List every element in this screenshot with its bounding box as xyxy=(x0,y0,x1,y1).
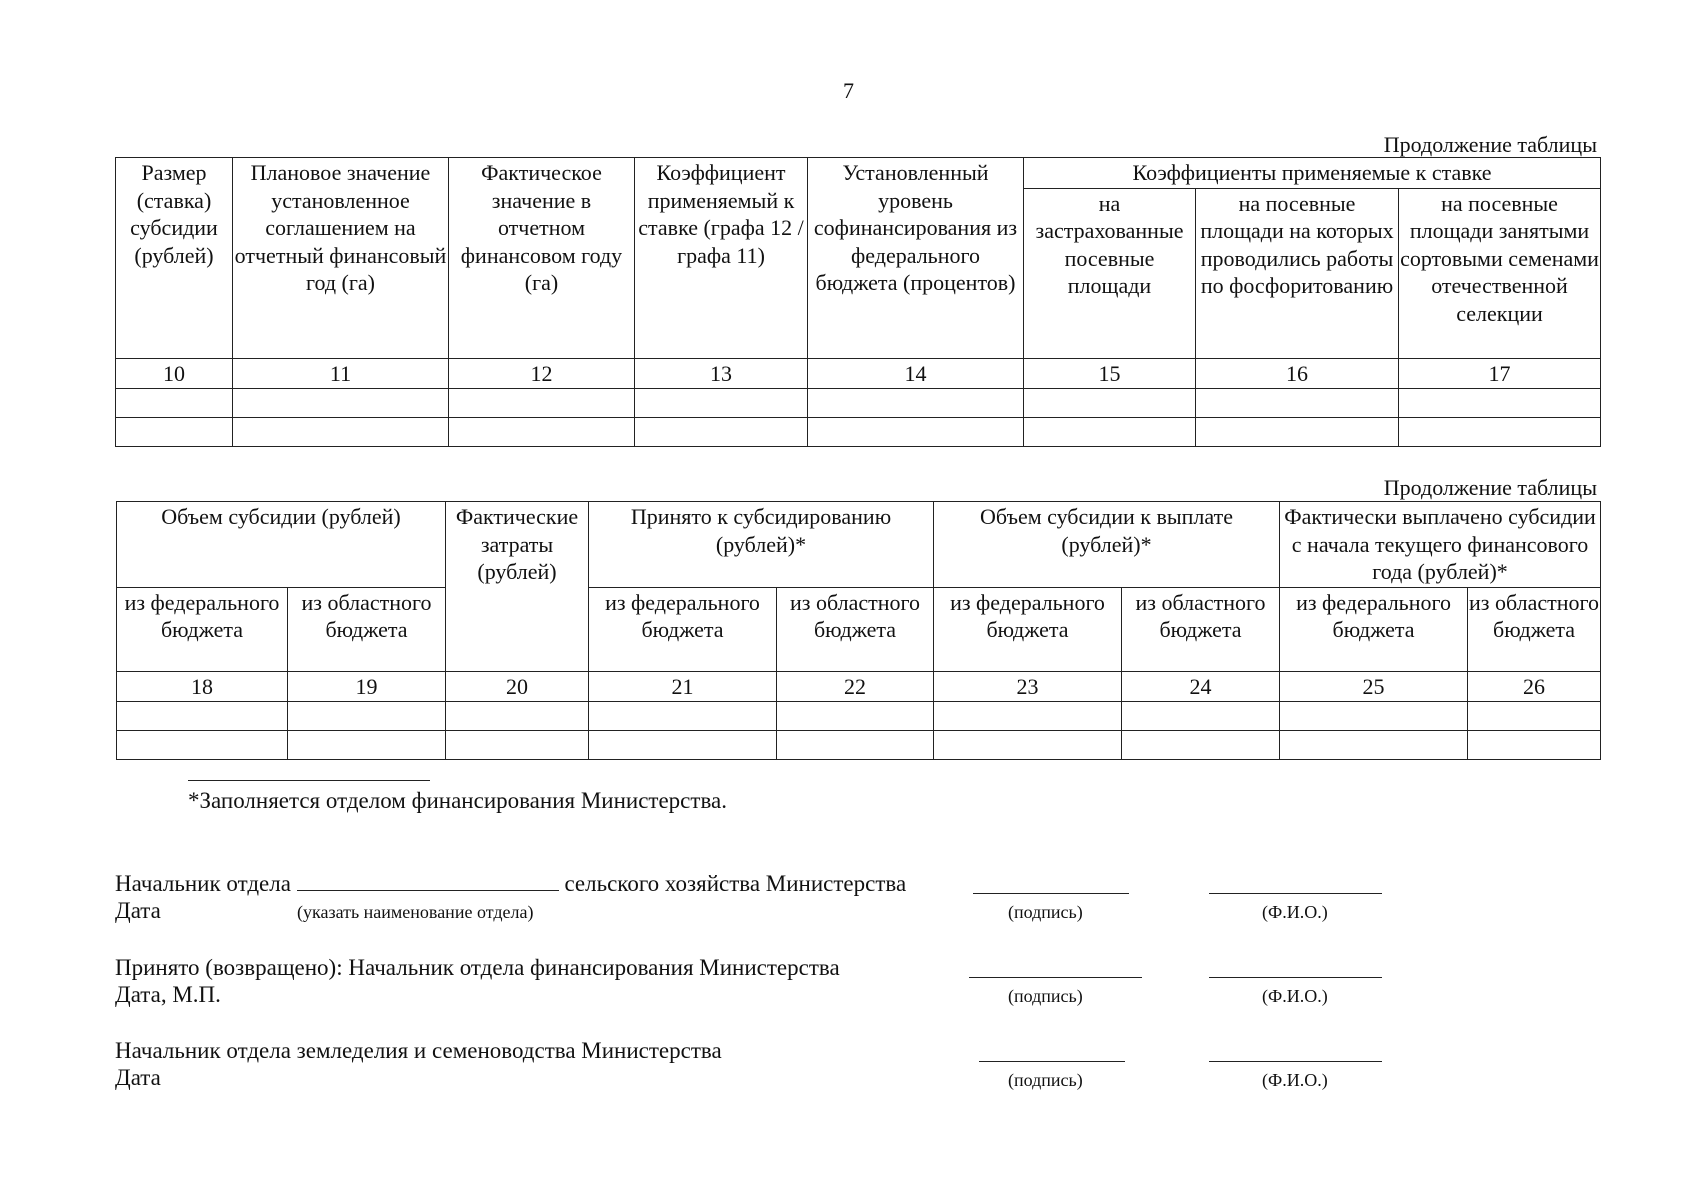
header-regional-budget: из областного бюджета xyxy=(1122,587,1280,671)
header-federal-budget: из федерального бюджета xyxy=(589,587,777,671)
header-group-payable: Объем субсидии к выплате (рублей)* xyxy=(934,502,1280,588)
department-hint: (указать наименование отдела) xyxy=(297,902,534,922)
column-number: 14 xyxy=(808,358,1024,389)
name-line[interactable] xyxy=(1209,977,1382,978)
header-federal-budget: из федерального бюджета xyxy=(934,587,1122,671)
table-cell[interactable] xyxy=(635,418,808,447)
name-label: (Ф.И.О.) xyxy=(1262,902,1328,922)
name-line[interactable] xyxy=(1209,1061,1382,1062)
column-number: 10 xyxy=(116,358,233,389)
table-cell[interactable] xyxy=(1468,702,1601,731)
head-of-department-label: Начальник отдела xyxy=(115,871,291,896)
table-row xyxy=(117,702,1601,731)
table-cell[interactable] xyxy=(934,702,1122,731)
table-cell[interactable] xyxy=(116,418,233,447)
table-cell[interactable] xyxy=(446,731,589,760)
signature-line[interactable] xyxy=(979,1061,1125,1062)
table-cell[interactable] xyxy=(288,702,446,731)
table-cell[interactable] xyxy=(1122,702,1280,731)
column-number: 22 xyxy=(777,671,934,702)
header-group-accepted: Принято к субсидированию (рублей)* xyxy=(589,502,934,588)
name-label: (Ф.И.О.) xyxy=(1262,986,1328,1006)
date-label: Дата xyxy=(115,898,161,923)
page-number: 7 xyxy=(843,78,854,103)
table-cell[interactable] xyxy=(589,731,777,760)
column-number: 24 xyxy=(1122,671,1280,702)
signature-block-2-line-1: Принято (возвращено): Начальник отдела финансирования Министерства xyxy=(115,955,840,980)
table-cell[interactable] xyxy=(1280,702,1468,731)
table-cell[interactable] xyxy=(1196,389,1399,418)
department-suffix-label: сельского хозяйства Министерства xyxy=(564,871,907,896)
column-number: 26 xyxy=(1468,671,1601,702)
header-col-14: Установленный уровень софинансирования из федерального бюджета (процентов) xyxy=(808,158,1024,359)
table-cell[interactable] xyxy=(1399,389,1601,418)
header-federal-budget: из федерального бюджета xyxy=(1280,587,1468,671)
header-col-15: на застрахованные посевные площади xyxy=(1024,188,1196,358)
header-col-13: Коэффициент применяемый к ставке (графа 12 / графа 11) xyxy=(635,158,808,359)
header-group-coefficients: Коэффициенты применяемые к ставке xyxy=(1024,158,1601,189)
subsidy-table-part-2 xyxy=(116,501,1601,760)
header-regional-budget: из областного бюджета xyxy=(1468,587,1601,671)
header-col-11: Плановое значение установленное соглашением на отчетный финансовый год (га) xyxy=(233,158,449,359)
table-cell[interactable] xyxy=(1024,418,1196,447)
column-number: 15 xyxy=(1024,358,1196,389)
column-number: 18 xyxy=(117,671,288,702)
table-cell[interactable] xyxy=(934,731,1122,760)
header-group-paid: Фактически выплачено субсидии с начала текущего финансового года (рублей)* xyxy=(1280,502,1601,588)
column-number: 20 xyxy=(446,671,589,702)
name-line[interactable] xyxy=(1209,893,1382,894)
table-cell[interactable] xyxy=(1122,731,1280,760)
column-number: 25 xyxy=(1280,671,1468,702)
column-number: 21 xyxy=(589,671,777,702)
signature-label: (подпись) xyxy=(1008,1070,1083,1090)
header-col-10: Размер (ставка) субсидии (рублей) xyxy=(116,158,233,359)
header-regional-budget: из областного бюджета xyxy=(777,587,934,671)
column-number: 23 xyxy=(934,671,1122,702)
column-number: 19 xyxy=(288,671,446,702)
table-cell[interactable] xyxy=(1399,418,1601,447)
table-cell[interactable] xyxy=(1024,389,1196,418)
department-name-field[interactable] xyxy=(297,872,559,891)
table-cell[interactable] xyxy=(777,702,934,731)
footnote: *Заполняется отделом финансирования Министерства. xyxy=(188,788,727,813)
name-label: (Ф.И.О.) xyxy=(1262,1070,1328,1090)
header-regional-budget: из областного бюджета xyxy=(288,587,446,671)
header-col-12: Фактическое значение в отчетном финансовом году (га) xyxy=(449,158,635,359)
table-cell[interactable] xyxy=(446,702,589,731)
table-cell[interactable] xyxy=(288,731,446,760)
column-number: 12 xyxy=(449,358,635,389)
subsidy-table-part-1 xyxy=(115,157,1601,447)
date-stamp-label: Дата, М.П. xyxy=(115,982,221,1007)
column-number: 11 xyxy=(233,358,449,389)
table-cell[interactable] xyxy=(117,731,288,760)
table-cell[interactable] xyxy=(233,418,449,447)
table-row xyxy=(116,418,1601,447)
date-label: Дата xyxy=(115,1065,161,1090)
table-cell[interactable] xyxy=(116,389,233,418)
signature-block-3-line-1: Начальник отдела земледелия и семеноводства Министерства xyxy=(115,1038,722,1063)
table-cell[interactable] xyxy=(117,702,288,731)
table-row xyxy=(117,731,1601,760)
header-col-17: на посевные площади занятыми сортовыми семенами отечественной селекции xyxy=(1399,188,1601,358)
table-cell[interactable] xyxy=(1196,418,1399,447)
signature-label: (подпись) xyxy=(1008,902,1083,922)
table-cell[interactable] xyxy=(635,389,808,418)
continuation-label-2: Продолжение таблицы xyxy=(1383,475,1597,500)
table-cell[interactable] xyxy=(449,418,635,447)
table-cell[interactable] xyxy=(589,702,777,731)
table-cell[interactable] xyxy=(1280,731,1468,760)
table-cell[interactable] xyxy=(808,389,1024,418)
header-group-subsidy-volume: Объем субсидии (рублей) xyxy=(117,502,446,588)
column-number: 16 xyxy=(1196,358,1399,389)
table-row xyxy=(116,389,1601,418)
column-number: 13 xyxy=(635,358,808,389)
header-federal-budget: из федерального бюджета xyxy=(117,587,288,671)
header-col-20: Фактические затраты (рублей) xyxy=(446,502,589,672)
table-cell[interactable] xyxy=(808,418,1024,447)
table-cell[interactable] xyxy=(1468,731,1601,760)
signature-block-1-line-1 xyxy=(115,870,906,897)
signature-line[interactable] xyxy=(969,977,1142,978)
column-number: 17 xyxy=(1399,358,1601,389)
table-cell[interactable] xyxy=(449,389,635,418)
table-cell[interactable] xyxy=(777,731,934,760)
signature-label: (подпись) xyxy=(1008,986,1083,1006)
table-cell[interactable] xyxy=(233,389,449,418)
footnote-separator xyxy=(188,780,430,781)
signature-line[interactable] xyxy=(973,893,1129,894)
continuation-label-1: Продолжение таблицы xyxy=(1383,132,1597,157)
header-col-16: на посевные площади на которых проводились работы по фосфоритованию xyxy=(1196,188,1399,358)
